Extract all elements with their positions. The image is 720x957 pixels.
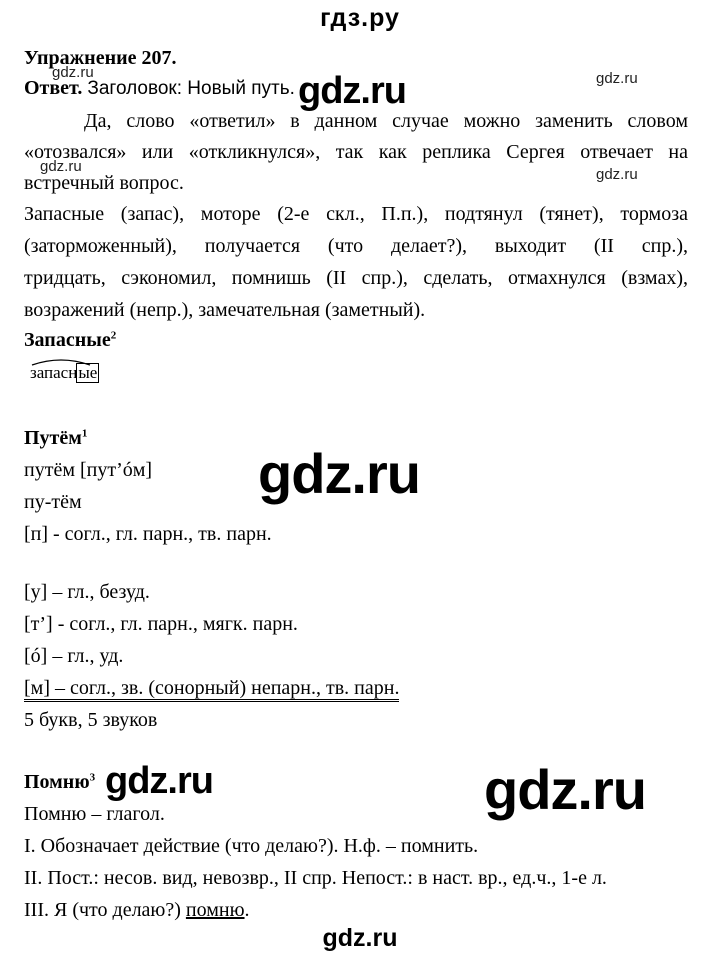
site-header[interactable]: гдз.ру xyxy=(320,4,400,32)
watermark-small-1: gdz.ru xyxy=(52,64,94,81)
morpheme-ending: ые xyxy=(78,363,98,382)
spelling-line-1: Запасные (запас), моторе (2-е скл., П.п.), подтянул (тянет), тормоза xyxy=(24,203,688,225)
morph-line-4-text: III. Я (что делаю?) xyxy=(24,899,181,921)
sound-line-5 xyxy=(24,676,399,700)
morpheme-parse xyxy=(30,360,99,383)
underlined-word: помню xyxy=(185,899,245,921)
sound-line-2: [у] – гл., безуд. xyxy=(24,581,150,603)
footnote-mark: 1 xyxy=(81,427,88,440)
morph-line-4 xyxy=(24,898,250,922)
word-title-putyom xyxy=(24,426,87,450)
spelling-line-4: возражений (непр.), замечательная (заметный). xyxy=(24,299,426,321)
answer-label: Ответ. xyxy=(24,77,83,99)
sound-line-4: [ó] – гл., уд. xyxy=(24,645,124,667)
syllables: пу-тём xyxy=(24,491,82,513)
morpheme-root: запасн xyxy=(30,360,77,382)
exercise-title: Упражнение 207. xyxy=(24,47,177,69)
word-title-text: Запасные xyxy=(24,329,111,351)
footnote-mark: 2 xyxy=(110,329,117,342)
spelling-line-2: (заторможенный), получается (что делает?), выходит (II спр.), xyxy=(24,235,688,257)
letters-sounds-summary: 5 букв, 5 звуков xyxy=(24,709,158,731)
footnote-mark: 3 xyxy=(89,771,96,784)
sound-line-1: [п] - согл., гл. парн., тв. парн. xyxy=(24,523,272,545)
watermark-small-4: gdz.ru xyxy=(596,166,638,183)
sound-line-5-text: [м] – согл., зв. (сонорный) непарн., тв. парн. xyxy=(24,677,399,702)
transcription: путём [пут’óм] xyxy=(24,459,153,481)
word-title-text: Путём xyxy=(24,427,82,449)
watermark-big-3: gdz.ru xyxy=(105,760,213,802)
line-end: . xyxy=(244,899,250,921)
word-title-text: Помню xyxy=(24,771,90,793)
watermark-small-2: gdz.ru xyxy=(596,70,638,87)
answer-paragraph: Да, слово «ответил» в данном случае можно заменить словом «отозвался» или «откликнулся», так как реплика Сергея отвечает на встречный вопрос. xyxy=(24,110,688,194)
watermark-big-2: gdz.ru xyxy=(258,442,420,505)
footer-watermark[interactable]: gdz.ru xyxy=(322,924,398,952)
answer-text: Заголовок: Новый путь. xyxy=(87,78,295,99)
morph-line-3: II. Пост.: несов. вид, невозвр., II спр. Непост.: в наст. вр., ед.ч., 1-е л. xyxy=(24,867,607,889)
morph-line-1: Помню – глагол. xyxy=(24,803,165,825)
spelling-line-3: тридцать, сэкономил, помнишь (II спр.), сделать, отмахнулся (взмах), xyxy=(24,267,688,289)
watermark-big-4: gdz.ru xyxy=(484,758,646,821)
sound-line-3: [т’] - согл., гл. парн., мягк. парн. xyxy=(24,613,298,635)
watermark-big-1: gdz.ru xyxy=(298,70,406,112)
word-title-pomnyu xyxy=(24,770,95,794)
morph-line-2: I. Обозначает действие (что делаю?). Н.ф. – помнить. xyxy=(24,835,479,857)
watermark-small-3: gdz.ru xyxy=(40,158,82,175)
word-title-zapasnye xyxy=(24,328,116,352)
